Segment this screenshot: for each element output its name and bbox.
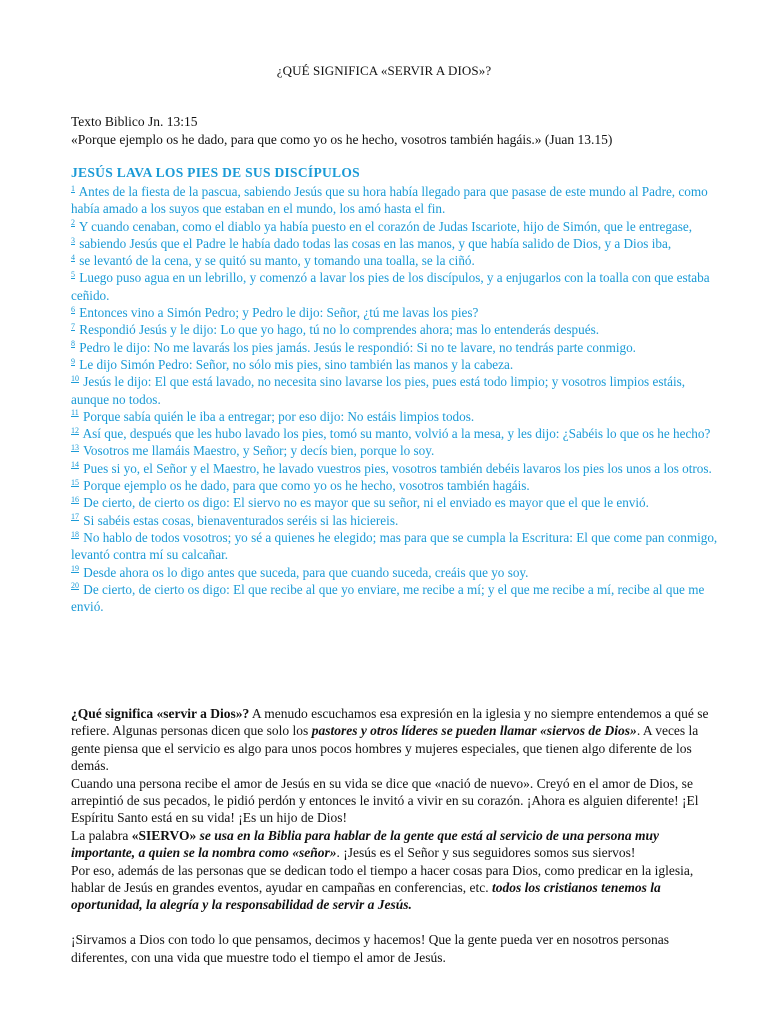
verse-number-link[interactable]: 4 xyxy=(71,252,75,262)
verse-item xyxy=(71,269,719,304)
verse-number-link[interactable]: 7 xyxy=(71,321,75,331)
verse-number-link[interactable]: 13 xyxy=(71,443,79,453)
verse-number-link[interactable]: 15 xyxy=(71,477,79,487)
verse-text: Entonces vino a Simón Pedro; y Pedro le dijo: Señor, ¿tú me lavas los pies? xyxy=(79,305,479,321)
paragraph-4 xyxy=(71,862,711,914)
verse-text: Pues si yo, el Señor y el Maestro, he lavado vuestros pies, vosotros también debéis lavaros los pies los unos a los otros. xyxy=(83,460,712,476)
verse-number-link[interactable]: 2 xyxy=(71,218,75,228)
verse-number-link[interactable]: 8 xyxy=(71,339,75,349)
verse-text: Desde ahora os lo digo antes que suceda, para que cuando suceda, creáis que yo soy. xyxy=(83,564,529,580)
verse-item xyxy=(71,408,719,425)
paragraph-1-text-b: . A veces la gente piensa que el servicio es algo para unos pocos hombres y mujeres especiales, que tienen algo diferente de los demás. xyxy=(71,723,699,774)
verse-text: se levantó de la cena, y se quitó su manto, y tomando una toalla, se la ciñó. xyxy=(79,253,475,269)
verse-number-link[interactable]: 19 xyxy=(71,564,79,574)
verse-item xyxy=(71,218,719,235)
verse-text: Vosotros me llamáis Maestro, y Señor; y decís bien, porque lo soy. xyxy=(83,443,435,459)
paragraph-4-text-a: Por eso, además de las personas que se dedican todo el tiempo a hacer cosas para Dios, como predicar en la iglesia, hablar de Jesús en grandes eventos, ayudar en campañas en conferencias, etc. xyxy=(71,862,694,896)
verse-text: Y cuando cenaban, como el diablo ya había puesto en el corazón de Judas Iscariote, hijo de Simón, que le entregase, xyxy=(78,218,693,234)
verse-item xyxy=(71,529,719,564)
verse-text: No hablo de todos vosotros; yo sé a quienes he elegido; mas para que se cumpla la Escritura: El que come pan conmigo, levantó contra mí su calcañar. xyxy=(71,529,718,563)
verse-item xyxy=(71,321,719,338)
paragraph-3-text-a: La palabra xyxy=(71,827,132,843)
paragraph-3 xyxy=(71,827,711,862)
paragraph-3-emphasis: se usa en la Biblia para hablar de la gente que está al servicio de una persona muy importante, a quien se la nombra como «señor» xyxy=(71,827,660,861)
verse-item xyxy=(71,494,719,511)
paragraph-3-text-b: . ¡Jesús es el Señor y sus seguidores somos sus siervos! xyxy=(336,845,636,861)
verse-text: Le dijo Simón Pedro: Señor, no sólo mis pies, sino también las manos y la cabeza. xyxy=(79,356,514,372)
verse-text: Si sabéis estas cosas, bienaventurados seréis si las hiciereis. xyxy=(83,512,399,528)
verse-item xyxy=(71,183,719,218)
verse-item xyxy=(71,304,719,321)
verse-item xyxy=(71,477,719,494)
passage-heading: JESÚS LAVA LOS PIES DE SUS DISCÍPULOS xyxy=(71,165,360,180)
article-body xyxy=(71,705,711,966)
verse-text: Luego puso agua en un lebrillo, y comenzó a lavar los pies de los discípulos, y a enjugarlos con la toalla con que estaba ceñido. xyxy=(71,270,710,303)
verse-text: sabiendo Jesús que el Padre le había dado todas las cosas en las manos, y que había salido de Dios, y a Dios iba, xyxy=(79,235,672,251)
paragraph-1 xyxy=(71,705,711,775)
paragraph-4-emphasis: todos los cristianos tenemos la oportunidad, la alegría y la responsabilidad de servir a Jesús. xyxy=(71,880,661,913)
verse-text: Así que, después que les hubo lavado los pies, tomó su manto, volvió a la mesa, y les dijo: ¿Sabéis lo que os he hecho? xyxy=(82,426,711,442)
verse-text: De cierto, de cierto os digo: El que recibe al que yo enviare, me recibe a mí; y el que me recibe a mí, recibe al que me envió. xyxy=(71,581,705,615)
verse-item xyxy=(71,252,719,269)
verse-number-link[interactable]: 11 xyxy=(71,408,79,418)
verse-item xyxy=(71,425,719,442)
verse-text: De cierto, de cierto os digo: El siervo no es mayor que su señor, ni el enviado es mayor que el que le envió. xyxy=(83,495,649,511)
paragraph-5: ¡Sirvamos a Dios con todo lo que pensamos, decimos y hacemos! Que la gente pueda ver en nosotros personas diferentes, con una vida que muestre todo el tiempo el amor de Jesús. xyxy=(71,932,669,965)
scripture-reference: Texto Biblico Jn. 13:15 xyxy=(71,114,198,129)
scripture-quote: «Porque ejemplo os he dado, para que como yo os he hecho, vosotros también hagáis.» (Juan 13.15) xyxy=(71,132,613,147)
verse-text: Antes de la fiesta de la pascua, sabiendo Jesús que su hora había llegado para que pasase de este mundo al Padre, como había amado a los suyos que estaban en el mundo, los amó hasta el fin. xyxy=(71,184,708,217)
verse-list xyxy=(71,183,719,615)
verse-number-link[interactable]: 6 xyxy=(71,304,75,314)
verse-number-link[interactable]: 14 xyxy=(71,460,79,470)
verse-item xyxy=(71,442,719,459)
verse-number-link[interactable]: 18 xyxy=(71,529,79,539)
verse-item xyxy=(71,564,719,581)
siervo-bold: «SIERVO» xyxy=(131,827,197,843)
verse-number-link[interactable]: 5 xyxy=(71,270,75,280)
paragraph-gap xyxy=(71,914,711,931)
verse-number-link[interactable]: 3 xyxy=(71,235,75,245)
verse-number-link[interactable]: 10 xyxy=(71,373,79,383)
verse-item xyxy=(71,339,719,356)
verse-item xyxy=(71,460,719,477)
paragraph-1-text-a: A menudo escuchamos esa expresión en la iglesia y no siempre entendemos a qué se refiere. Algunas personas dicen que solo los xyxy=(71,706,709,739)
page-title: ¿QUÉ SIGNIFICA «SERVIR A DIOS»? xyxy=(276,63,492,78)
verse-text: Respondió Jesús y le dijo: Lo que yo hago, tú no lo comprendes ahora; mas lo entenderás después. xyxy=(79,322,599,338)
verse-item xyxy=(71,356,719,373)
verse-number-link[interactable]: 20 xyxy=(71,581,79,591)
verse-item xyxy=(71,581,719,616)
verse-number-link[interactable]: 9 xyxy=(71,356,75,366)
verse-text: Jesús le dijo: El que está lavado, no necesita sino lavarse los pies, pues está todo limpio; y vosotros limpios estáis, aunque no todos. xyxy=(71,374,686,407)
question-bold: ¿Qué significa «servir a Dios»? xyxy=(71,706,250,721)
verse-number-link[interactable]: 17 xyxy=(71,512,79,522)
verse-text: Pedro le dijo: No me lavarás los pies jamás. Jesús le respondió: Si no te lavare, no tendrás parte conmigo. xyxy=(79,339,636,355)
verse-item xyxy=(71,373,719,408)
paragraph-2: Cuando una persona recibe el amor de Jesús en su vida se dice que «nació de nuevo». Creyó en el amor de Dios, se arrepintió de sus pecados, le pidió perdón y entonces le invitó a vivir en su corazón. ¡Ahora es alguien diferente! ¡El Espíritu Santo está en su vida! ¡Es un hijo de Dios! xyxy=(71,775,699,826)
verse-item xyxy=(71,235,719,252)
verse-item xyxy=(71,512,719,529)
verse-number-link[interactable]: 1 xyxy=(71,183,75,193)
verse-number-link[interactable]: 16 xyxy=(71,494,79,504)
verse-number-link[interactable]: 12 xyxy=(71,425,79,435)
verse-text: Porque sabía quién le iba a entregar; por eso dijo: No estáis limpios todos. xyxy=(83,408,475,424)
verse-text: Porque ejemplo os he dado, para que como yo os he hecho, vosotros también hagáis. xyxy=(83,478,530,494)
paragraph-1-emphasis: pastores y otros líderes se pueden llamar «siervos de Dios» xyxy=(311,723,637,739)
